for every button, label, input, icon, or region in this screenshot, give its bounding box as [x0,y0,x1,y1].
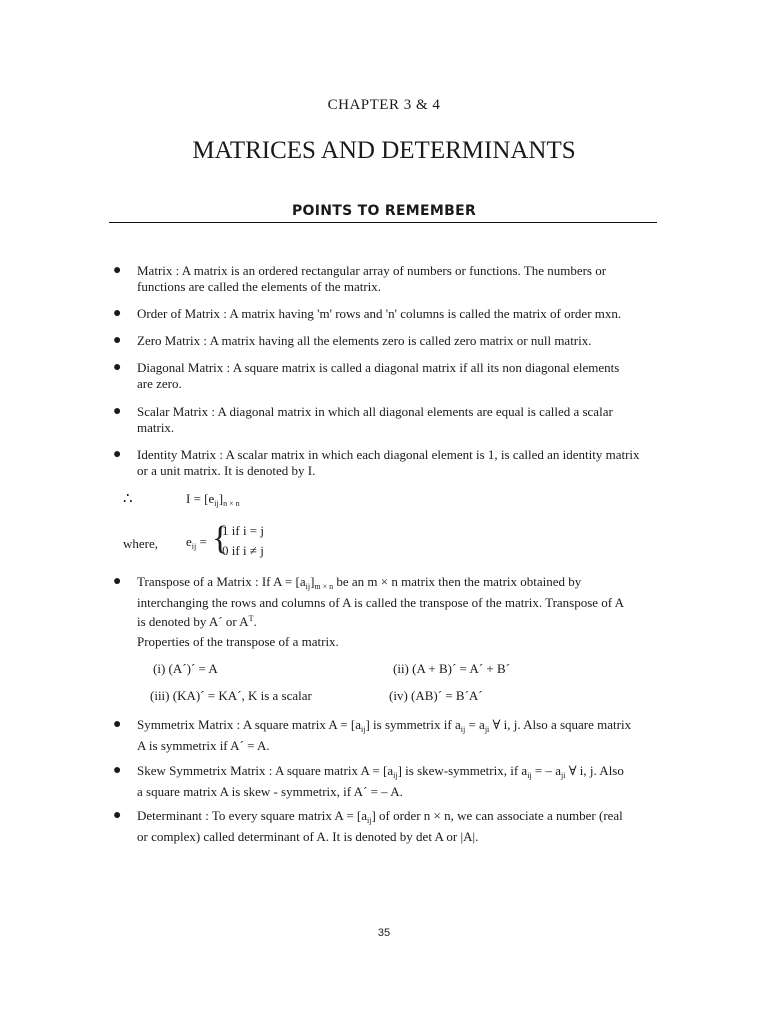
definition-text: : A matrix is an ordered rectangular array of numbers or functions. The numbers or [172,263,607,278]
definition-text: matrix. [137,420,175,435]
bullet-icon: ● [113,404,122,419]
definition-text: a square matrix A is skew - symmetrix, if A´ = – A. [137,784,403,799]
bullet-icon: ● [113,717,122,732]
definition-text: : To every square matrix A = [a [201,808,368,823]
subscript: ij [367,816,372,825]
page-number: 35 [377,927,391,939]
bullet-icon: ● [113,333,122,348]
bullet-icon: ● [113,360,122,375]
heading-rule [109,222,657,223]
property-3: (iii) (KA)´ = KA´, K is a scalar [150,688,312,703]
definition-text: : A square matrix is called a diagonal matrix if all its non diagonal elements [223,360,620,375]
subscript: ij [305,582,311,591]
superscript: T [248,614,254,623]
definition-determinant [137,808,671,845]
definition-order [137,306,671,322]
definition-text: : If A = [a [251,574,306,589]
subscript: ij [360,725,366,734]
subscript: n × n [223,499,240,508]
subscript: ij [214,499,219,508]
bullet-icon: ● [113,447,122,462]
definition-text: . [253,614,257,629]
definition-text: A is symmetrix if A´ = A. [137,738,270,753]
definition-text: are zero. [137,376,182,391]
case-one: 1 if i = j [222,523,264,538]
subscript: m × n [314,582,334,591]
definition-text: : A matrix having all the elements zero is called zero matrix or null matrix. [200,333,592,348]
property-2: (ii) (A + B)´ = A´ + B´ [393,661,510,676]
section-heading: POINTS TO REMEMBER [291,203,477,219]
subscript: ji [484,725,490,734]
term: Determinant [137,808,202,823]
definition-text: functions are called the elements of the matrix. [137,279,382,294]
definition-identity [137,447,671,479]
definition-text: ] is skew-symmetrix, if a [397,763,528,778]
term: Order of Matrix [137,306,221,321]
subscript: ij [527,771,532,780]
definition-text: : A scalar matrix in which each diagonal element is 1, is called an identity matrix [216,447,640,462]
term: Scalar Matrix [137,404,209,419]
case-two: 0 if i ≠ j [222,543,264,558]
term: Zero Matrix [137,333,201,348]
property-4: (iv) (AB)´ = B´A´ [389,688,483,703]
bullet-icon: ● [113,574,122,589]
therefore-symbol: ∴ [123,491,133,507]
term: Transpose of a Matrix [137,574,252,589]
definition-text: interchanging the rows and columns of A is called the transpose of the matrix. Transpose of A [137,595,625,610]
definition-matrix [137,263,671,295]
definition-text: : A matrix having 'm' rows and 'n' columns is called the matrix of order mxn. [220,306,622,321]
definition-text: ] of order n × n, we can associate a number (real [371,808,623,823]
where-label: where, [123,536,159,551]
definition-zero [137,333,671,349]
definition-text: ] is symmetrix if a [365,717,461,732]
formula-text: = [199,534,207,549]
definition-text: ∀ i, j. Also a square matrix [489,717,632,732]
term: Identity Matrix [137,447,217,462]
bullet-icon: ● [113,263,122,278]
bullet-icon: ● [113,763,122,778]
term: Matrix [137,263,173,278]
bullet-icon: ● [113,808,122,823]
left-brace: { [212,520,229,557]
formula-text: e [186,534,192,549]
identity-formula [186,491,240,512]
property-1: (i) (A´)´ = A [153,661,218,676]
term: Symmetrix Matrix [137,717,234,732]
definition-text: = a [465,717,485,732]
eij-label [186,534,207,555]
definition-text: or a unit matrix. It is denoted by I. [137,463,316,478]
definition-symmetric [137,717,671,754]
definition-text: ] [310,574,315,589]
term: Skew Symmetrix Matrix [137,763,266,778]
page-title: MATRICES AND DETERMINANTS [192,137,576,164]
definition-text: = – a [531,763,561,778]
definition-scalar [137,404,671,436]
formula-text: ] [218,491,224,506]
definition-text: be an m × n matrix then the matrix obtained by [333,574,582,589]
definition-text: or complex) called determinant of A. It is denoted by det A or |A|. [137,829,479,844]
definition-text: : A diagonal matrix in which all diagonal elements are equal is called a scalar [208,404,613,419]
definition-transpose [137,574,671,630]
subscript: ij [191,542,197,551]
definition-text: is denoted by A´ or A [137,614,249,629]
properties-heading: Properties of the transpose of a matrix. [137,634,339,649]
definition-text: ∀ i, j. Also [565,763,624,778]
bullet-icon: ● [113,306,122,321]
definition-diagonal [137,360,671,392]
definition-skew-symmetric [137,763,671,800]
subscript: ji [561,771,566,780]
formula-text: I = [e [186,491,215,506]
chapter-label: CHAPTER 3 & 4 [327,97,441,113]
definition-text: : A square matrix A = [a [233,717,361,732]
definition-text: : A square matrix A = [a [265,763,394,778]
subscript: ij [460,725,466,734]
subscript: ij [393,771,398,780]
term: Diagonal Matrix [137,360,224,375]
